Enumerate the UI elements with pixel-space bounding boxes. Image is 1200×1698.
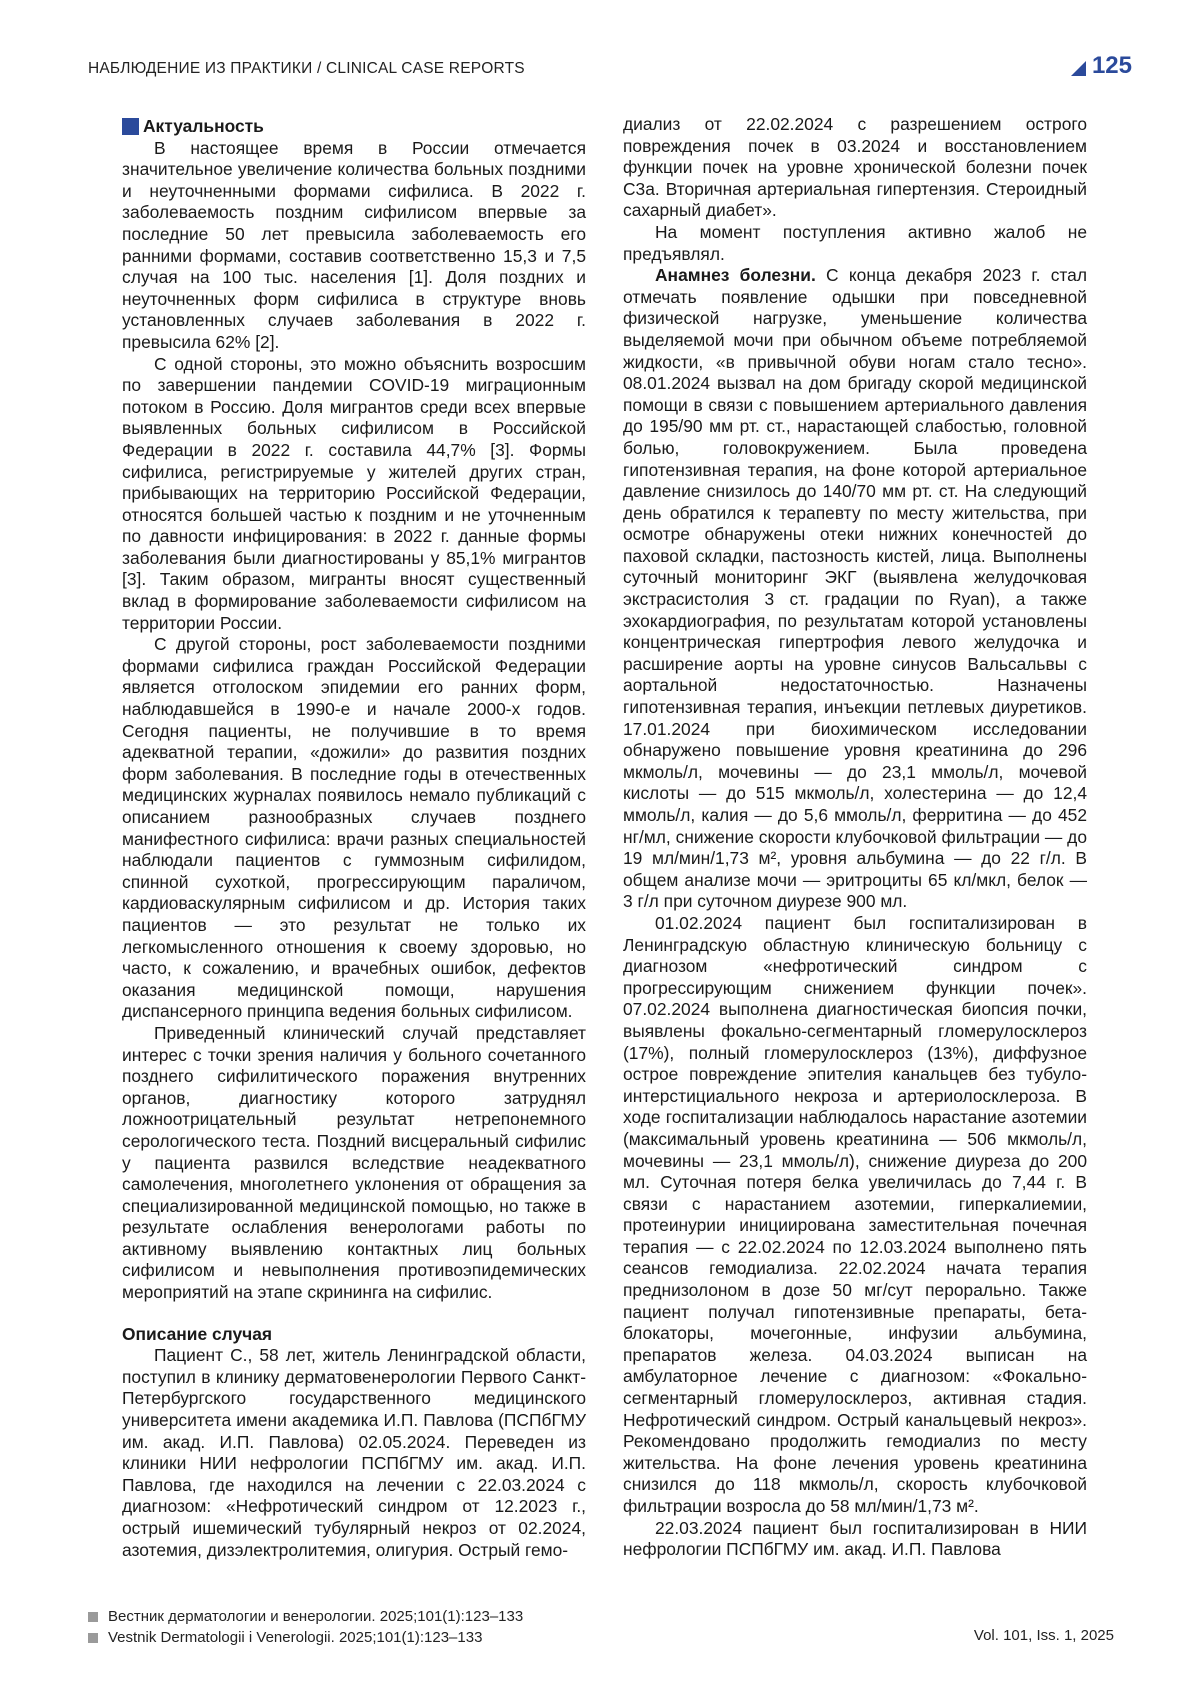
right-column	[623, 114, 1087, 1561]
paragraph: В настоящее время в России отмечается значительное увеличение количества больных поздними и неуточненными формами сифилиса. В 2022 г. заболеваемость поздним сифилисом впервые за последние 50 лет превысила заболеваемость его ранними формами, составив соответственно 15,3 и 7,5 случая на 100 тыс. населения [1]. Доля поздних и неуточненных форм сифилиса в структуре вновь установленных случаев заболевания в 2022 г. превысила 62% [2].	[122, 137, 586, 352]
anamnesis-lead: Анамнез болезни.	[655, 265, 816, 286]
running-head: НАБЛЮДЕНИЕ ИЗ ПРАКТИКИ / CLINICAL CASE REPORTS	[88, 60, 525, 77]
footer-citations	[88, 1606, 523, 1648]
section-heading-case	[122, 1324, 586, 1346]
footer-volume: Vol. 101, Iss. 1, 2025	[973, 1627, 1114, 1644]
paragraph: С другой стороны, рост заболеваемости поздними формами сифилиса граждан Российской Федерации является отголоском эпидемии его ранних форм, наблюдавшейся в 1990-е и начале 2000-х годов. Сегодня пациенты, не получившие в то время адекватной терапии, «дожили» до развития поздних форм заболевания. В последние годы в отечественных медицинских журналах появилось немало публикаций с описанием разнообразных случаев позднего манифестного сифилиса: врачи разных специальностей наблюдали пациентов с гуммозным сифилидом, спинной сухоткой, прогрессирующим параличом, кардиоваскулярным сифилисом и др. История таких пациентов — это результат не только их легкомысленного отношения к своему здоровью, но часто, к сожалению, и врачебных ошибок, дефектов оказания медицинской помощи, нарушения диспансерного принципа ведения больных сифилисом.	[122, 634, 586, 1022]
bullet-square-icon	[88, 1612, 98, 1622]
citation-text: Vestnik Dermatologii i Venerologii. 2025;101(1):123–133	[108, 1629, 483, 1646]
left-column	[122, 116, 586, 1561]
heading-text: Описание случая	[122, 1323, 273, 1344]
heading-square-icon	[122, 118, 139, 135]
paragraph: 22.03.2024 пациент был госпитализирован в НИИ нефрологии ПСПбГМУ им. акад. И.П. Павлова	[623, 1517, 1087, 1560]
citation-en	[88, 1627, 523, 1648]
bullet-square-icon	[88, 1633, 98, 1643]
paragraph: На момент поступления активно жалоб не предъявлял.	[623, 221, 1087, 264]
page-number	[1071, 52, 1132, 80]
citation-ru	[88, 1606, 523, 1627]
page-number-value: 125	[1091, 52, 1132, 79]
heading-text: Актуальность	[143, 116, 264, 136]
anamnesis-text: С конца декабря 2023 г. стал отмечать появление одышки при повседневной физической нагрузке, уменьшение количества выделяемой мочи при обычном объеме потребляемой жидкости, «в привычной обуви ногам стало тесно». 08.01.2024 вызвал на дом бригаду скорой медицинской помощи в связи с повышением артериального давления до 195/90 мм рт. ст., нарастающей слабостью, головной болью, головокружением. Была проведена гипотензивная терапия, на фоне которой артериальное давление снизилось до 140/70 мм рт. ст. На следующий день обратился к терапевту по месту жительства, при осмотре обнаружены отеки нижних конечностей до паховой складки, пастозность кистей, лица. Выполнены суточный мониторинг ЭКГ (выявлена желудочковая экстрасистолия 3 ст. градации по Ryan), а также эхокардиография, по результатам которой установлены концентрическая гипертрофия левого желудочка и расширение аорты на уровне синусов Вальсальвы с аортальной недостаточностью. Назначены гипотензивная терапия, инъекции петлевых диуретиков. 17.01.2024 при биохимическом исследовании обнаружено повышение уровня креатинина до 296 мкмоль/л, мочевины — до 23,1 ммоль/л, мочевой кислоты — до 515 мкмоль/л, холестерина — до 12,4 ммоль/л, калия — до 5,6 ммоль/л, ферритина — до 452 нг/мл, снижение скорости клубочковой фильтрации — до 19 мл/мин/1,73 м², уровня альбумина — до 22 г/л. В общем анализе мочи — эритроциты 65 кл/мкл, белок — 3 г/л при суточном диурезе 900 мл.	[623, 265, 1087, 912]
page-triangle-icon	[1071, 61, 1086, 76]
paragraph: 01.02.2024 пациент был госпитализирован в Ленинградскую областную клиническую больницу с диагнозом «нефротический синдром с прогрессирующим снижением функции почек». 07.02.2024 выполнена диагностическая биопсия почки, выявлены фокально-сегментарный гломерулосклероз (17%), полный гломерулосклероз (13%), диффузное острое повреждение эпителия канальцев без тубуло-интерстициального некроза и артериолосклероза. В ходе госпитализации наблюдалось нарастание азотемии (максимальный уровень креатинина — 506 мкмоль/л, мочевины — 23,1 ммоль/л), снижение диуреза до 200 мл. Суточная потеря белка увеличилась до 7,44 г. В связи с нарастанием азотемии, гиперкалиемии, протеинурии инициирована заместительная почечная терапия — с 22.02.2024 по 12.03.2024 выполнено пять сеансов гемодиализа. 22.02.2024 начата терапия преднизолоном в дозе 50 мг/сут перорально. Также пациент получал гипотензивные препараты, бета-блокаторы, мочегонные, инфузии альбумина, препаратов железа. 04.03.2024 выписан на амбулаторное лечение с диагнозом: «Фокально-сегментарный гломерулосклероз, активная стадия. Нефротический синдром. Острый канальцевый некроз». Рекомендовано продолжить гемодиализ по месту жительства. На фоне лечения уровень креатинина снизился до 118 мкмоль/л, скорость клубочковой фильтрации возросла до 58 мл/мин/1,73 м².	[623, 912, 1087, 1516]
paragraph: диализ от 22.02.2024 с разрешением острого повреждения почек в 03.2024 и восстановлением функции почек на уровне хронической болезни почек С3а. Вторичная артериальная гипертензия. Стероидный сахарный диабет».	[623, 114, 1087, 221]
section-heading-relevance	[122, 116, 586, 138]
paragraph: С одной стороны, это можно объяснить возросшим по завершении пандемии COVID-19 миграционным потоком в Россию. Доля мигрантов среди всех впервые выявленных больных сифилисом в Российской Федерации в 2022 г. составила 44,7% [3]. Формы сифилиса, регистрируемые у жителей других стран, прибывающих на территорию Российской Федерации, относятся большей частью к поздним и не уточненным по давности инфицирования: в 2022 г. данные формы заболевания были диагностированы у 85,1% мигрантов [3]. Таким образом, мигранты вносят существенный вклад в формирование заболеваемости сифилисом на территории России.	[122, 353, 586, 633]
paragraph: Приведенный клинический случай представляет интерес с точки зрения наличия у больного сочетанного позднего сифилитического поражения внутренних органов, диагностику которого затруднял ложноотрицательный результат нетрепонемного серологического теста. Поздний висцеральный сифилис у пациента развился вследствие неадекватного самолечения, многолетнего уклонения от обращения за специализированной медицинской помощью, но также в результате ослабления венерологами работы по активному выявлению контактных лиц больных сифилисом и невыполнения противоэпидемических мероприятий на этапе скрининга на сифилис.	[122, 1022, 586, 1303]
paragraph: Пациент С., 58 лет, житель Ленинградской области, поступил в клинику дерматовенерологии Первого Санкт-Петербургского государственного медицинского университета имени академика И.П. Павлова (ПСПбГМУ им. акад. И.П. Павлова) 02.05.2024. Переведен из клиники НИИ нефрологии ПСПбГМУ им. акад. И.П. Павлова, где находился на лечении с 22.03.2024 с диагнозом: «Нефротический синдром от 12.2023 г., острый ишемический тубулярный некроз от 02.2024, азотемия, дизэлектролитемия, олигурия. Острый гемо-	[122, 1345, 586, 1560]
citation-text: Вестник дерматологии и венерологии. 2025;101(1):123–133	[108, 1608, 524, 1625]
paragraph-anamnesis	[623, 265, 1087, 913]
